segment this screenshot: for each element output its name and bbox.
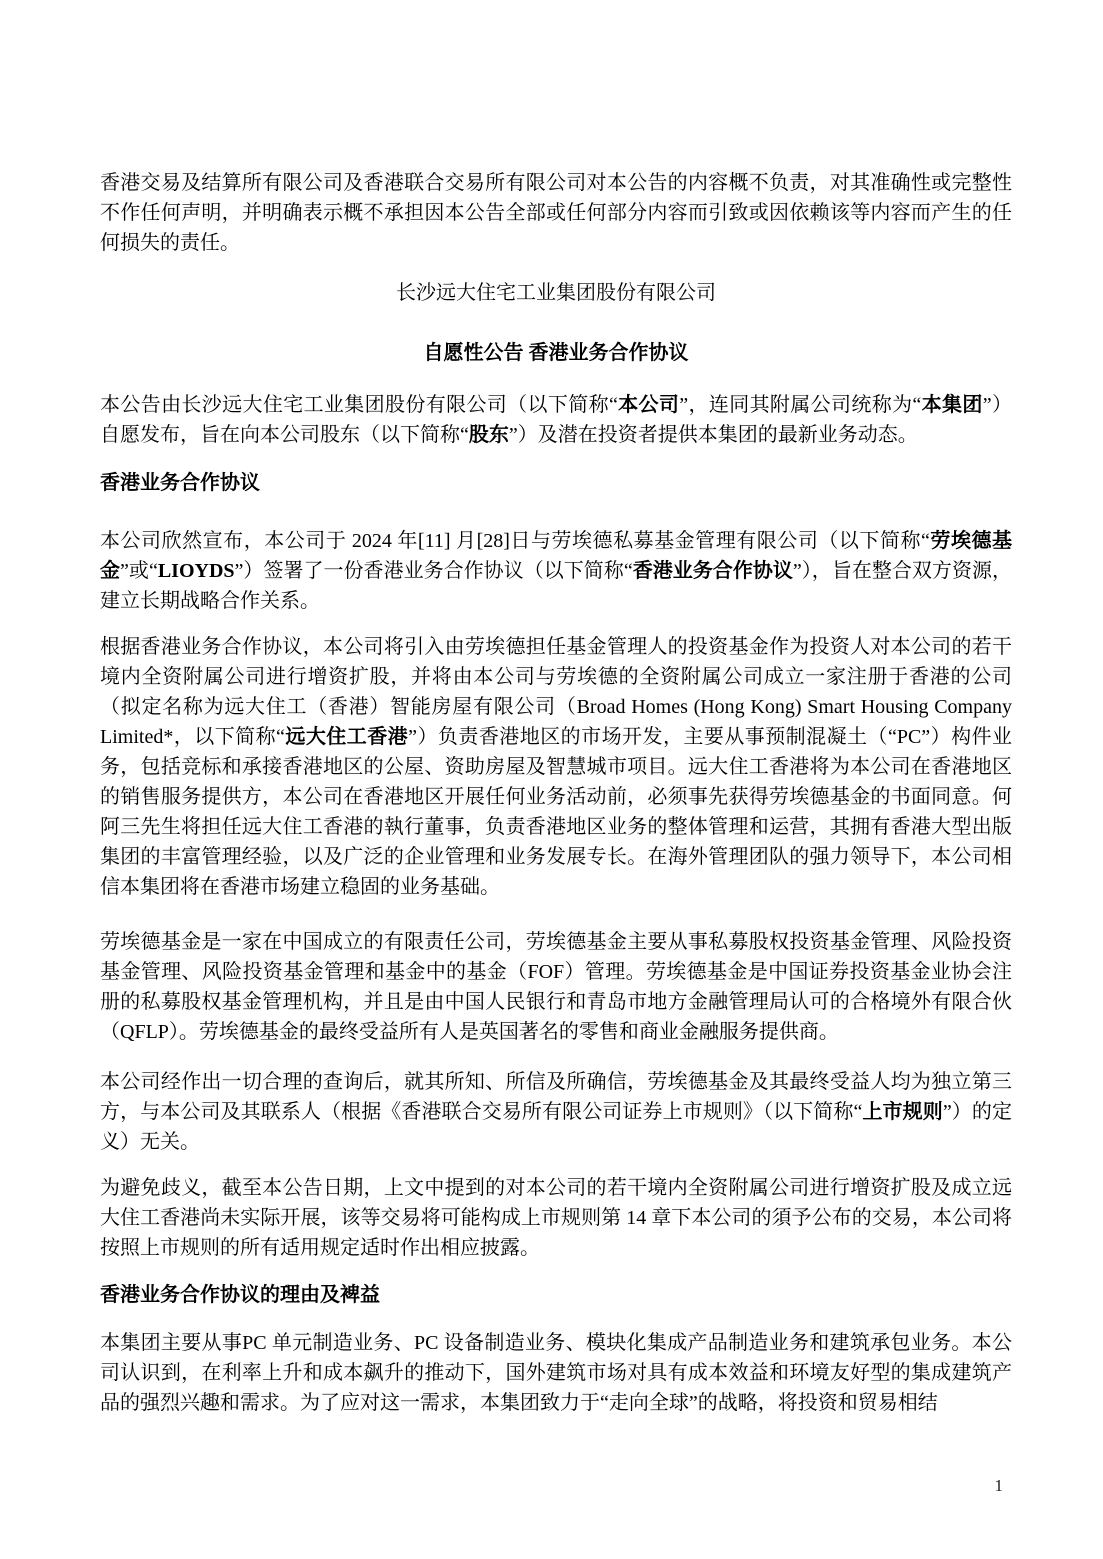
- intro-paragraph: 本公告由长沙远大住宅工业集团股份有限公司（以下简称“本公司”，连同其附属公司统称为“本集团”）自愿发布，旨在向本公司股东（以下简称“股东”）及潜在投资者提供本集团的最新业务动态。: [100, 394, 1012, 446]
- page-number: 1: [994, 1476, 1003, 1495]
- company-name: 长沙远大住宅工业集团股份有限公司: [396, 282, 716, 304]
- section-heading-hk-agreement: 香港业务合作协议: [100, 472, 260, 494]
- document-title: 自愿性公告 香港业务合作协议: [423, 342, 689, 364]
- paragraph-business-overview: 本集团主要从事PC 单元制造业务、PC 设备制造业务、模块化集成产品制造业务和建筑承包业务。本公司认识到，在利率上升和成本飙升的推动下，国外建筑市场对具有成本效益和环境友好型的集成建筑产品的强烈兴趣和需求。为了应对这一需求，本集团致力于“走向全球”的战略，将投资和贸易相结: [100, 1332, 1012, 1414]
- paragraph-agreement-details: 根据香港业务合作协议，本公司将引入由劳埃德担任基金管理人的投资基金作为投资人对本公司的若干境内全资附属公司进行增资扩股，并将由本公司与劳埃德的全资附属公司成立一家注册于香港的公司（拟定名称为远大住工（香港）智能房屋有限公司（Broad Homes (Hong Kong) Smart Housing Company Limited*，以下简称“远大住工香港”）负责香港地区的市场开发，主要从事预制混凝土（“PC”）构件业务，包括竞标和承接香港地区的公屋、资助房屋及智慧城市项目。远大住工香港将为本公司在香港地区的销售服务提供方，本公司在香港地区开展任何业务活动前，必须事先获得劳埃德基金的书面同意。何阿三先生将担任远大住工香港的執行董事，负责香港地区业务的整体管理和运营，其拥有香港大型出版集团的丰富管理经验，以及广泛的企业管理和业务发展专长。在海外管理团队的强力领导下，本公司相信本集团将在香港市场建立稳固的业务基础。: [100, 636, 1013, 898]
- section-heading-reasons-benefits: 香港业务合作协议的理由及裨益: [100, 1284, 380, 1306]
- paragraph-listing-rules-caveat: 为避免歧义，截至本公告日期，上文中提到的对本公司的若干境内全资附属公司进行增资扩股及成立远大住工香港尚未实际开展，该等交易将可能构成上市规则第 14 章下本公司的須予公布的交易，本公司将按照上市规则的所有适用规定适时作出相应披露。: [100, 1177, 1012, 1259]
- document-body: [100, 168, 1012, 1418]
- paragraph-lloyds-background: 劳埃德基金是一家在中国成立的有限责任公司，劳埃德基金主要从事私募股权投资基金管理、风险投资基金管理、风险投资基金管理和基金中的基金（FOF）管理。劳埃德基金是中国证券投资基金业协会注册的私募股权基金管理机构，并且是由中国人民银行和青岛市地方金融管理局认可的合格境外有限合伙（QFLP）。劳埃德基金的最终受益所有人是英国著名的零售和商业金融服务提供商。: [100, 931, 1012, 1043]
- paragraph-independence-confirmation: 本公司经作出一切合理的查询后，就其所知、所信及所确信，劳埃德基金及其最终受益人均为独立第三方，与本公司及其联系人（根据《香港联合交易所有限公司证券上市规则》（以下简称“上市规则”）的定义）无关。: [100, 1071, 1012, 1153]
- paragraph-announcement: 本公司欣然宣布，本公司于 2024 年[11] 月[28]日与劳埃德私募基金管理有限公司（以下简称“劳埃德基金”或“LIOYDS”）签署了一份香港业务合作协议（以下简称“香港业务合作协议”），旨在整合双方资源，建立长期战略合作关系。: [100, 530, 1013, 612]
- exchange-disclaimer-paragraph: 香港交易及结算所有限公司及香港联合交易所有限公司对本公告的内容概不负责，对其准确性或完整性不作任何声明，并明确表示概不承担因本公告全部或任何部分内容而引致或因依赖该等内容而产生的任何损失的责任。: [100, 172, 1012, 254]
